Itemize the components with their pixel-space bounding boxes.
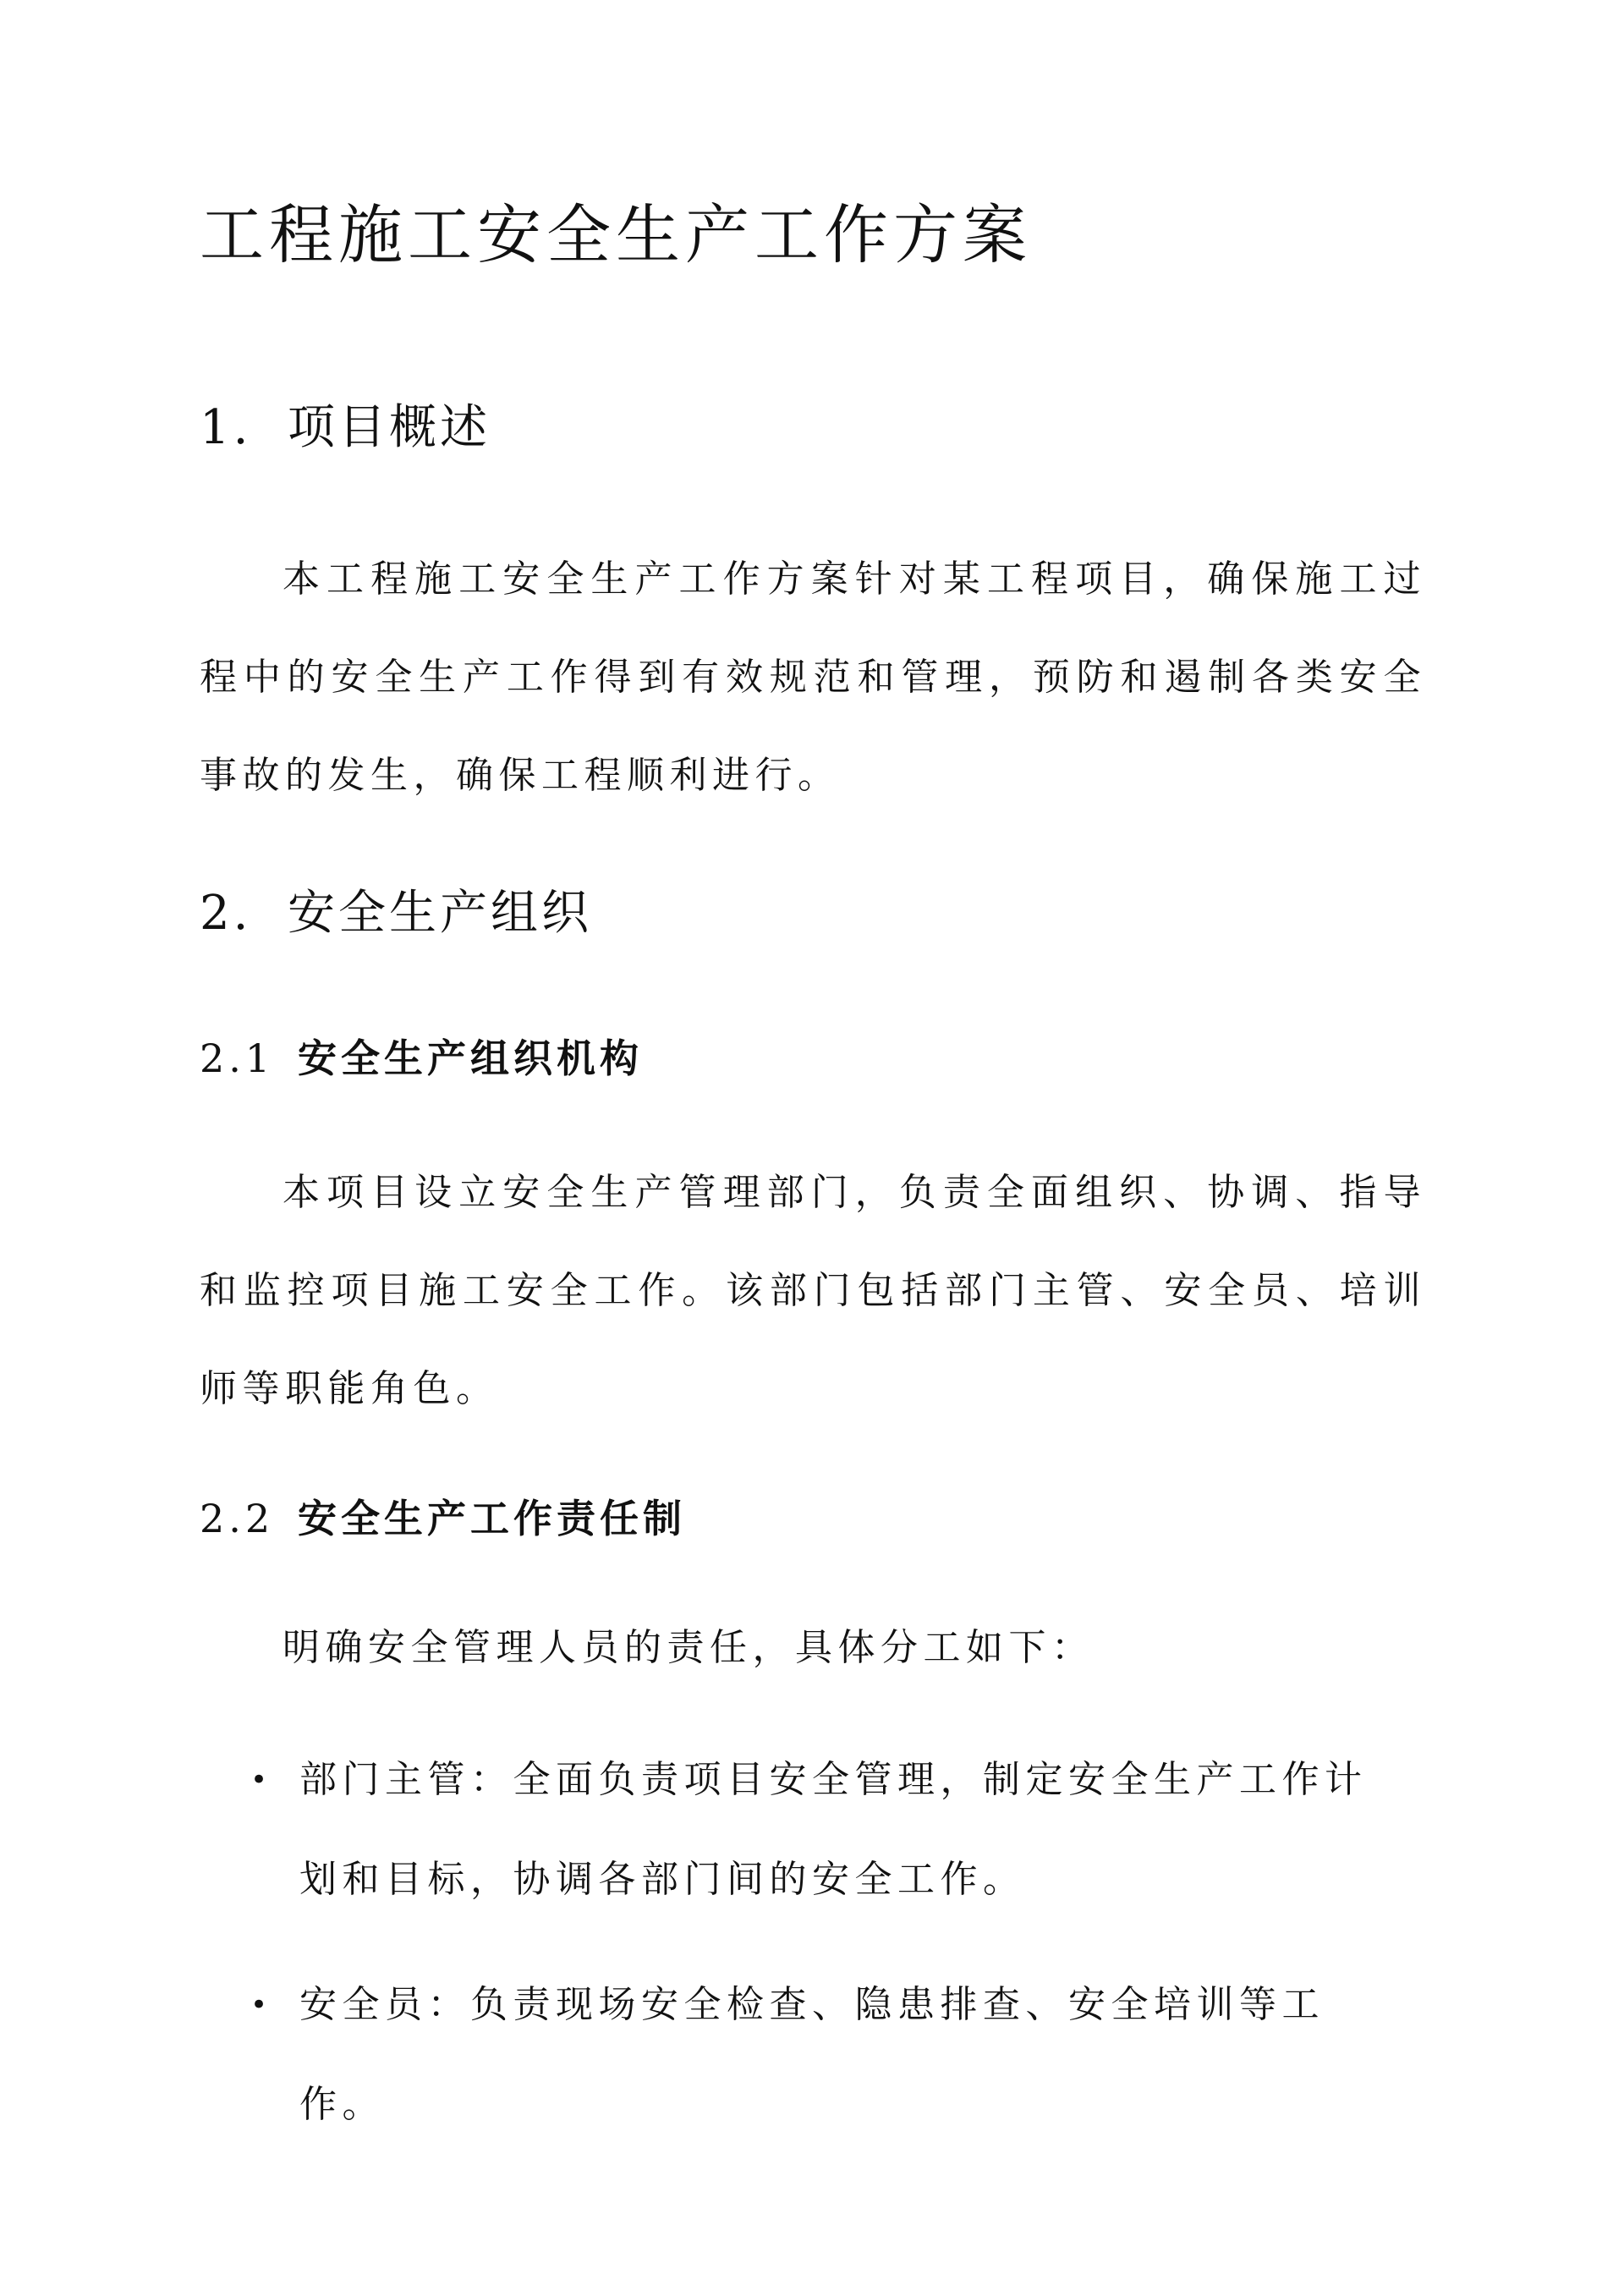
subsection-2-2-heading [200,1496,686,1541]
bullet-icon: • [250,1988,273,2022]
list-item [200,1730,1409,1930]
section-2-title: 安全生产组织 [288,886,592,941]
subsection-2-1-number: 2.1 [200,1035,275,1081]
subsection-2-1-heading [200,1035,643,1081]
list-item-text: 安全员：负责现场安全检查、隐患排查、安全培训等工作。 [299,1983,1325,2126]
list-item [200,1955,1409,2155]
bullet-icon: • [250,1763,273,1797]
subsection-2-1-title: 安全生产组织机构 [298,1035,643,1081]
list-item-text: 部门主管：全面负责项目安全管理，制定安全生产工作计划和目标，协调各部门间的安全工作。 [299,1758,1368,1901]
section-1-title: 项目概述 [288,400,491,455]
subsection-2-2-title: 安全生产工作责任制 [298,1496,686,1541]
section-1-heading [200,400,491,455]
responsibility-list [200,1730,1426,2180]
subsection-2-2-number: 2.2 [200,1496,275,1541]
subsection-2-2-paragraph: 明确安全管理人员的责任，具体分工如下： [283,1626,1095,1669]
section-2-number: 2. [200,886,252,941]
section-1-number: 1. [200,400,252,455]
section-1-paragraph: 本工程施工安全生产工作方案针对某工程项目，确保施工过程中的安全生产工作得到有效规范和管理，预防和遏制各类安全事故的发生，确保工程顺利进行。 [200,558,1426,797]
document-title: 工程施工安全生产工作方案 [200,197,1032,272]
section-2-heading [200,886,592,941]
subsection-2-1-paragraph: 本项目设立安全生产管理部门，负责全面组织、协调、指导和监控项目施工安全工作。该部门包括部门主管、安全员、培训师等职能角色。 [200,1171,1426,1410]
